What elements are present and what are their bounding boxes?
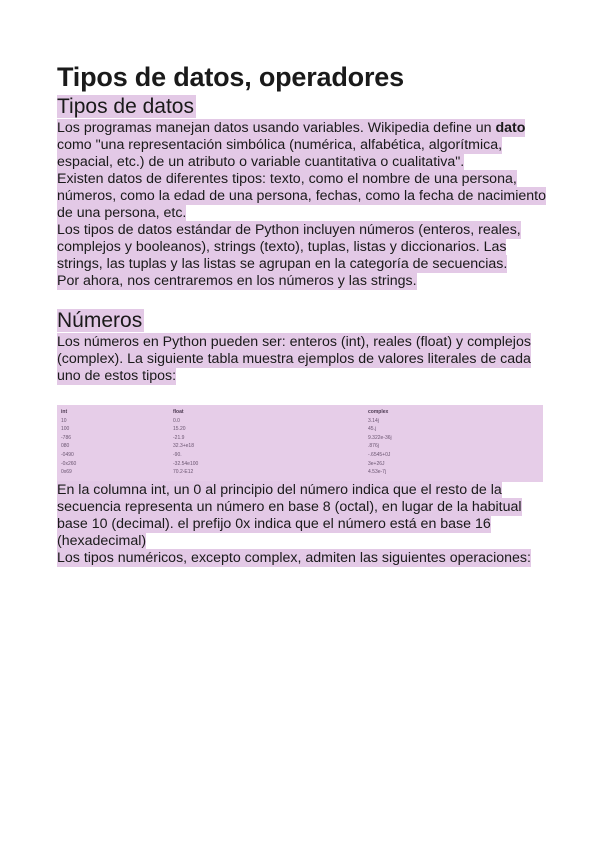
table-cell: -0490	[61, 451, 74, 458]
table-cell: 080	[61, 443, 70, 450]
table-cell: 0.0	[173, 417, 180, 424]
table-row	[57, 425, 543, 434]
table-row	[57, 442, 543, 451]
table-cell: 15.20	[173, 426, 186, 433]
table-cell: -786	[61, 434, 72, 441]
paragraph-text: Los tipos de datos estándar de Python incluyen números (enteros, reales, complejos y booleanos), strings (texto), tuplas, listas y diccionarios. Las strings, las tuplas y las listas se agrupan en la categoría de secuencias.	[57, 222, 521, 272]
table-cell: 10	[61, 417, 67, 424]
paragraph-text: En la columna int, un 0 al principio del número indica que el resto de la secuencia representa un número en base 8 (octal), en lugar de la habitual base 10 (decimal). el prefijo 0x indica que el número está en base 16 (hexadecimal)	[57, 481, 522, 549]
table-cell: 45.j	[368, 426, 377, 433]
paragraph-dato-definition	[57, 120, 547, 171]
paragraph-text: Los programas manejan datos usando variables. Wikipedia define un	[57, 120, 496, 136]
section-heading-numeros	[57, 308, 547, 334]
paragraph-python-types	[57, 222, 547, 273]
table-row	[57, 451, 543, 460]
table-header-cell: complex	[368, 409, 389, 415]
document-page	[57, 60, 547, 567]
paragraph-operations	[57, 550, 547, 567]
table-cell: 3.14j	[368, 417, 379, 424]
table-cell: -0x260	[61, 460, 77, 467]
table-header-cell: float	[173, 409, 184, 415]
section-heading-text: Tipos de datos	[57, 95, 194, 118]
section-heading-text: Números	[57, 309, 143, 332]
table-row	[57, 468, 543, 477]
table-header-row	[57, 408, 543, 417]
paragraph-text: Existen datos de diferentes tipos: texto, como el nombre de una persona, números, como la edad de una persona, fechas, como la fecha de nacimiento de una persona, etc.	[57, 171, 546, 221]
paragraph-text: Los tipos numéricos, excepto complex, admiten las siguientes operaciones:	[57, 549, 531, 566]
table-cell: 4.53e-7j	[368, 469, 387, 476]
paragraph-text: como "una representación simbólica (numérica, alfabética, algorítmica, espacial, etc.) de un atributo o variable cuantitativa o cualitativa".	[57, 137, 503, 170]
table-cell: 70.2-E12	[173, 469, 194, 476]
table-cell: 100	[61, 426, 70, 433]
paragraph-focus	[57, 273, 547, 290]
table-cell: -90.	[173, 451, 182, 458]
table-cell: .876j	[368, 443, 379, 450]
paragraph-number-types	[57, 334, 547, 385]
table-cell: 32.3+e18	[173, 443, 194, 450]
table-cell: 0x69	[61, 469, 72, 476]
table-row	[57, 460, 543, 469]
section-heading-tipos-de-datos	[57, 94, 547, 120]
table-row	[57, 434, 543, 443]
table-row	[57, 417, 543, 426]
table-cell: -.6545+0J	[368, 451, 391, 458]
paragraph-data-types	[57, 171, 547, 222]
paragraph-octal-hex	[57, 482, 547, 550]
paragraph-text: Por ahora, nos centraremos en los números y las strings.	[57, 273, 417, 289]
table-cell: -32.54e100	[173, 460, 199, 467]
table-header-cell: int	[61, 409, 68, 415]
table-cell: -21.9	[173, 434, 185, 441]
table-cell: 3e+26J	[368, 460, 385, 467]
bold-term-dato: dato	[495, 120, 526, 136]
numeric-literals-table	[57, 405, 543, 482]
paragraph-text: Los números en Python pueden ser: enteros (int), reales (float) y complejos (complex). La siguiente tabla muestra ejemplos de valores literales de cada uno de estos tipos:	[57, 334, 531, 384]
table-cell: 9.322e-36j	[368, 434, 392, 441]
page-title: Tipos de datos, operadores	[57, 62, 404, 92]
